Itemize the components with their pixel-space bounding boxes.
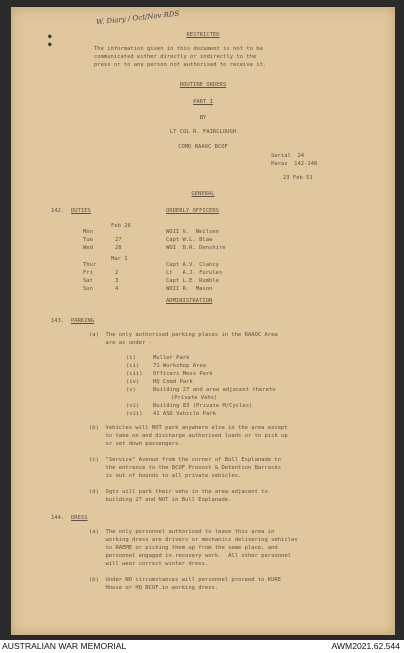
section-administration: ADMINISTRATION (166, 298, 213, 304)
para-144b-line-1: (b) Under NO circumstances will personnel proceed to KURE (89, 577, 282, 583)
parking-item-text: 41 ASD Vehicle Park (153, 411, 216, 417)
para-144-number: 144. (51, 515, 65, 521)
roster-date: 3 (115, 278, 119, 284)
parking-item-number: (i) (126, 355, 136, 361)
roster-day: Sun (83, 286, 93, 292)
command-line: COMD RAAOC BCOF (178, 144, 228, 150)
para-143d-line-2: building 27 and NOT in Bull Esplanade. (89, 497, 232, 503)
para-144a-line-4: personnel engaged in recovery work. All other personnel (89, 553, 291, 559)
roster-officer: Capt W.L. Blaw (166, 237, 213, 243)
roster-officer: WOI B.R. Denshire (166, 245, 226, 251)
roster-officer: WOII V. Neilsen (166, 229, 219, 235)
routine-orders-title: ROUTINE ORDERS (179, 82, 227, 88)
paras-range: Paras 142-148 (271, 161, 318, 167)
para-143-number: 143. (51, 318, 65, 324)
restricted-heading: RESTRICTED (186, 32, 220, 38)
notice-line-3: press or to any person not authorised to receive it. (94, 62, 267, 68)
roster-date: 4 (115, 286, 119, 292)
footer-institution: AUSTRALIAN WAR MEMORIAL (2, 641, 127, 651)
roster-officer: WOII R. Mason (166, 286, 213, 292)
para-143d-line-1: (d) Sgts will park their vehs in the area adjacent to (89, 489, 268, 495)
section-general: GENERAL (191, 191, 215, 197)
parking-item-text: Muller Park (153, 355, 190, 361)
serial-number: Serial 24 (271, 153, 305, 159)
parking-item-number: (iii) (126, 371, 143, 377)
para-143b-line-2: to take on and discharge authorised loads or to pick up (89, 433, 288, 439)
para-143a-line-2: are as under - (89, 340, 152, 346)
roster-officer: Lt A.J. Furules (166, 270, 223, 276)
part-heading: PART I (193, 99, 213, 105)
archive-footer (0, 640, 404, 653)
roster-day: Sat (83, 278, 93, 284)
roster-day: Thur (83, 262, 97, 268)
para-142-number: 142. (51, 208, 65, 214)
parking-item-text: Building 83 (Private M/Cycles) (153, 403, 253, 409)
para-143b-line-3: or set down passengers. (89, 441, 182, 447)
para-142-title: DUTIES (71, 208, 91, 214)
notice-line-2: communicated either directly or indirectly to the (94, 54, 257, 60)
parking-item-text: (Private Vehs) (171, 395, 218, 401)
parking-item-number: (vi) (126, 403, 140, 409)
notice-line-1: The information given in this document is not to be (94, 46, 263, 52)
by-line: BY (199, 115, 207, 121)
punch-hole-marks: ● ● (48, 33, 52, 48)
para-143a-line-1: (a) The only authorised parking places in the RAAOC Area (89, 332, 278, 338)
roster-officer: Capt L.E. Rumble (166, 278, 219, 284)
roster-date: 28 (115, 245, 122, 251)
roster-date: 27 (115, 237, 122, 243)
parking-item-number: (vii) (126, 411, 143, 417)
para-144-title: DRESS (71, 515, 88, 521)
roster-date: Feb 26 (111, 223, 131, 229)
para-144a-line-1: (a) The only personnel authorised to leave this area in (89, 529, 275, 535)
para-143c-line-2: the entrance to the BCOF Provost & Detention Barracks (89, 465, 282, 471)
parking-item-number: (ii) (126, 363, 140, 369)
parking-item-number: (v) (126, 387, 136, 393)
para-144a-line-3: to RAEME or picking them up from the same place, and (89, 545, 278, 551)
parking-item-text: HQ Comd Park (153, 379, 193, 385)
handwritten-annotation: W. Diary / Oct/Nov RDS (95, 9, 180, 27)
roster-date: 2 (115, 270, 119, 276)
parking-item-number: (iv) (126, 379, 140, 385)
para-143c-line-3: is out of bounds to all private vehicles. (89, 473, 242, 479)
roster-day: Wed (83, 245, 93, 251)
roster-date: Mar 1 (111, 256, 128, 262)
roster-officer: Capt A.V. Clancy (166, 262, 219, 268)
para-144a-line-2: working dress are drivers or mechanics delivering vehicles (89, 537, 298, 543)
para-144a-line-5: will wear correct winter dress. (89, 561, 209, 567)
roster-day: Tue (83, 237, 93, 243)
para-144b-line-2: House or HQ BCOF.in working dress. (89, 585, 219, 591)
document-date: 23 Feb 51 (283, 175, 313, 181)
roster-day: Mon (83, 229, 93, 235)
officer-name: LT COL R. FAIRCLOUGH (169, 129, 237, 135)
para-143b-line-1: (b) Vehicles will NOT park anywhere else in the area except (89, 425, 288, 431)
roster-day: Fri (83, 270, 93, 276)
parking-item-text: Building 27 and area adjacent thereto (153, 387, 276, 393)
parking-item-text: 71 Workshop Area (153, 363, 206, 369)
document-page (11, 7, 395, 635)
para-143-title: PARKING (71, 318, 95, 324)
parking-item-text: Officers Mess Park (153, 371, 213, 377)
para-143c-line-1: (c) "Service" Avenue from the corner of Bull Esplanade to (89, 457, 282, 463)
footer-accession-number: AWM2021.62.544 (331, 641, 400, 651)
orderly-officers-heading: ORDERLY OFFICERS (166, 208, 219, 214)
